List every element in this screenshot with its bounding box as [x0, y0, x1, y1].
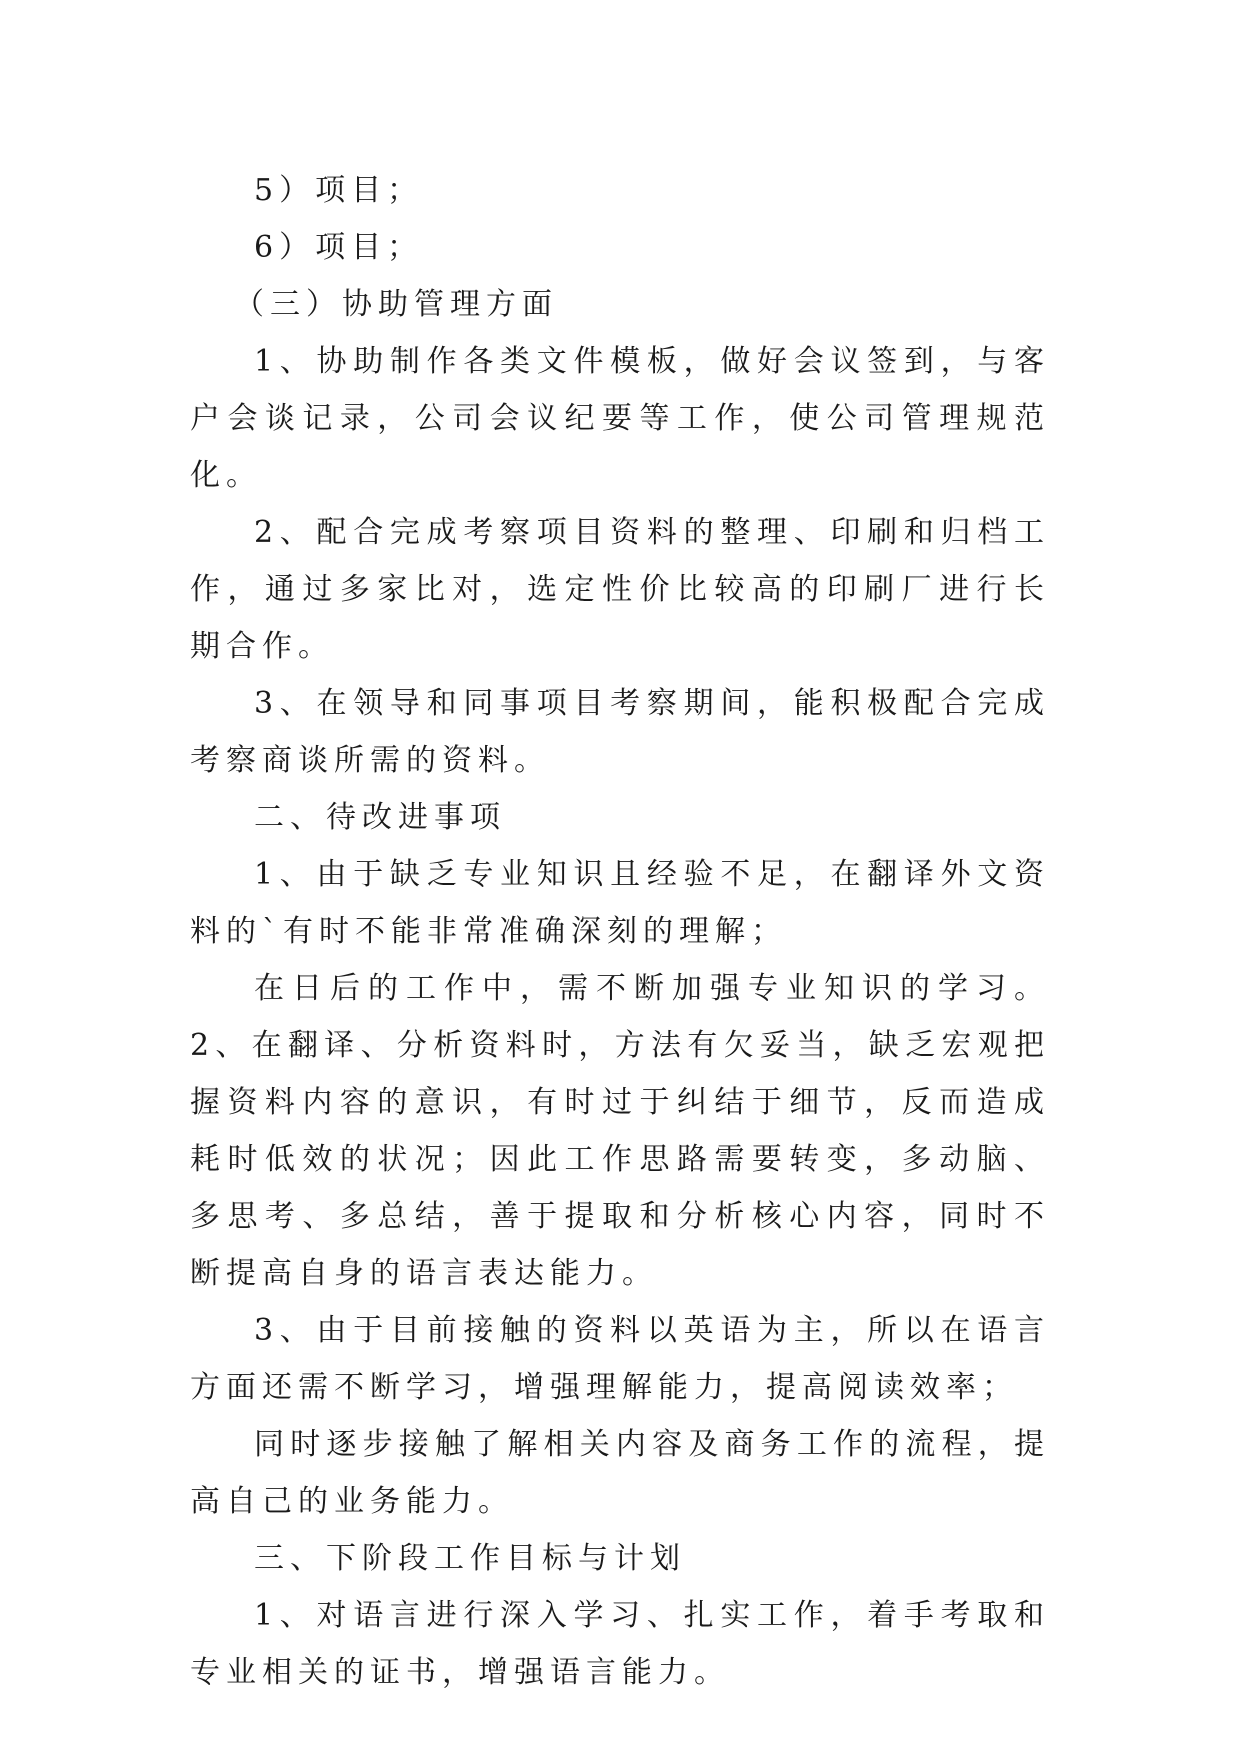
paragraph-knowledge: 1、由于缺乏专业知识且经验不足，在翻译外文资料的`有时不能非常准确深刻的理解； [190, 857, 1050, 949]
list-item-6: 6）项目； [254, 230, 424, 265]
paragraph-language: 3、由于目前接触的资料以英语为主，所以在语言方面还需不断学习，增强理解能力，提高阅读效率； [190, 1313, 1050, 1405]
document-body [190, 162, 1050, 1701]
paragraph-archiving: 2、配合完成考察项目资料的整理、印刷和归档工作，通过多家比对，选定性价比较高的印刷厂进行长期合作。 [190, 515, 1050, 664]
paragraph-certificate: 1、对语言进行深入学习、扎实工作，着手考取和专业相关的证书，增强语言能力。 [190, 1598, 1050, 1690]
subsection-heading-management: （三）协助管理方面 [234, 287, 558, 322]
paragraph-inspection: 3、在领导和同事项目考察期间，能积极配合完成考察商谈所需的资料。 [190, 686, 1050, 778]
paragraph-business: 同时逐步接触了解相关内容及商务工作的流程，提高自己的业务能力。 [190, 1427, 1050, 1519]
list-item-5: 5）项目； [254, 173, 424, 208]
section-heading-improvements: 二、待改进事项 [254, 800, 506, 835]
section-heading-next-plan: 三、下阶段工作目标与计划 [254, 1541, 686, 1576]
paragraph-analysis: 在日后的工作中，需不断加强专业知识的学习。2、在翻译、分析资料时，方法有欠妥当，缺乏宏观把握资料内容的意识，有时过于纠结于细节，反而造成耗时低效的状况；因此工作思路需要转变，多动脑、多思考、多总结，善于提取和分析核心内容，同时不断提高自身的语言表达能力。 [190, 971, 1050, 1291]
paragraph-templates: 1、协助制作各类文件模板，做好会议签到，与客户会谈记录，公司会议纪要等工作，使公司管理规范化。 [190, 344, 1050, 493]
